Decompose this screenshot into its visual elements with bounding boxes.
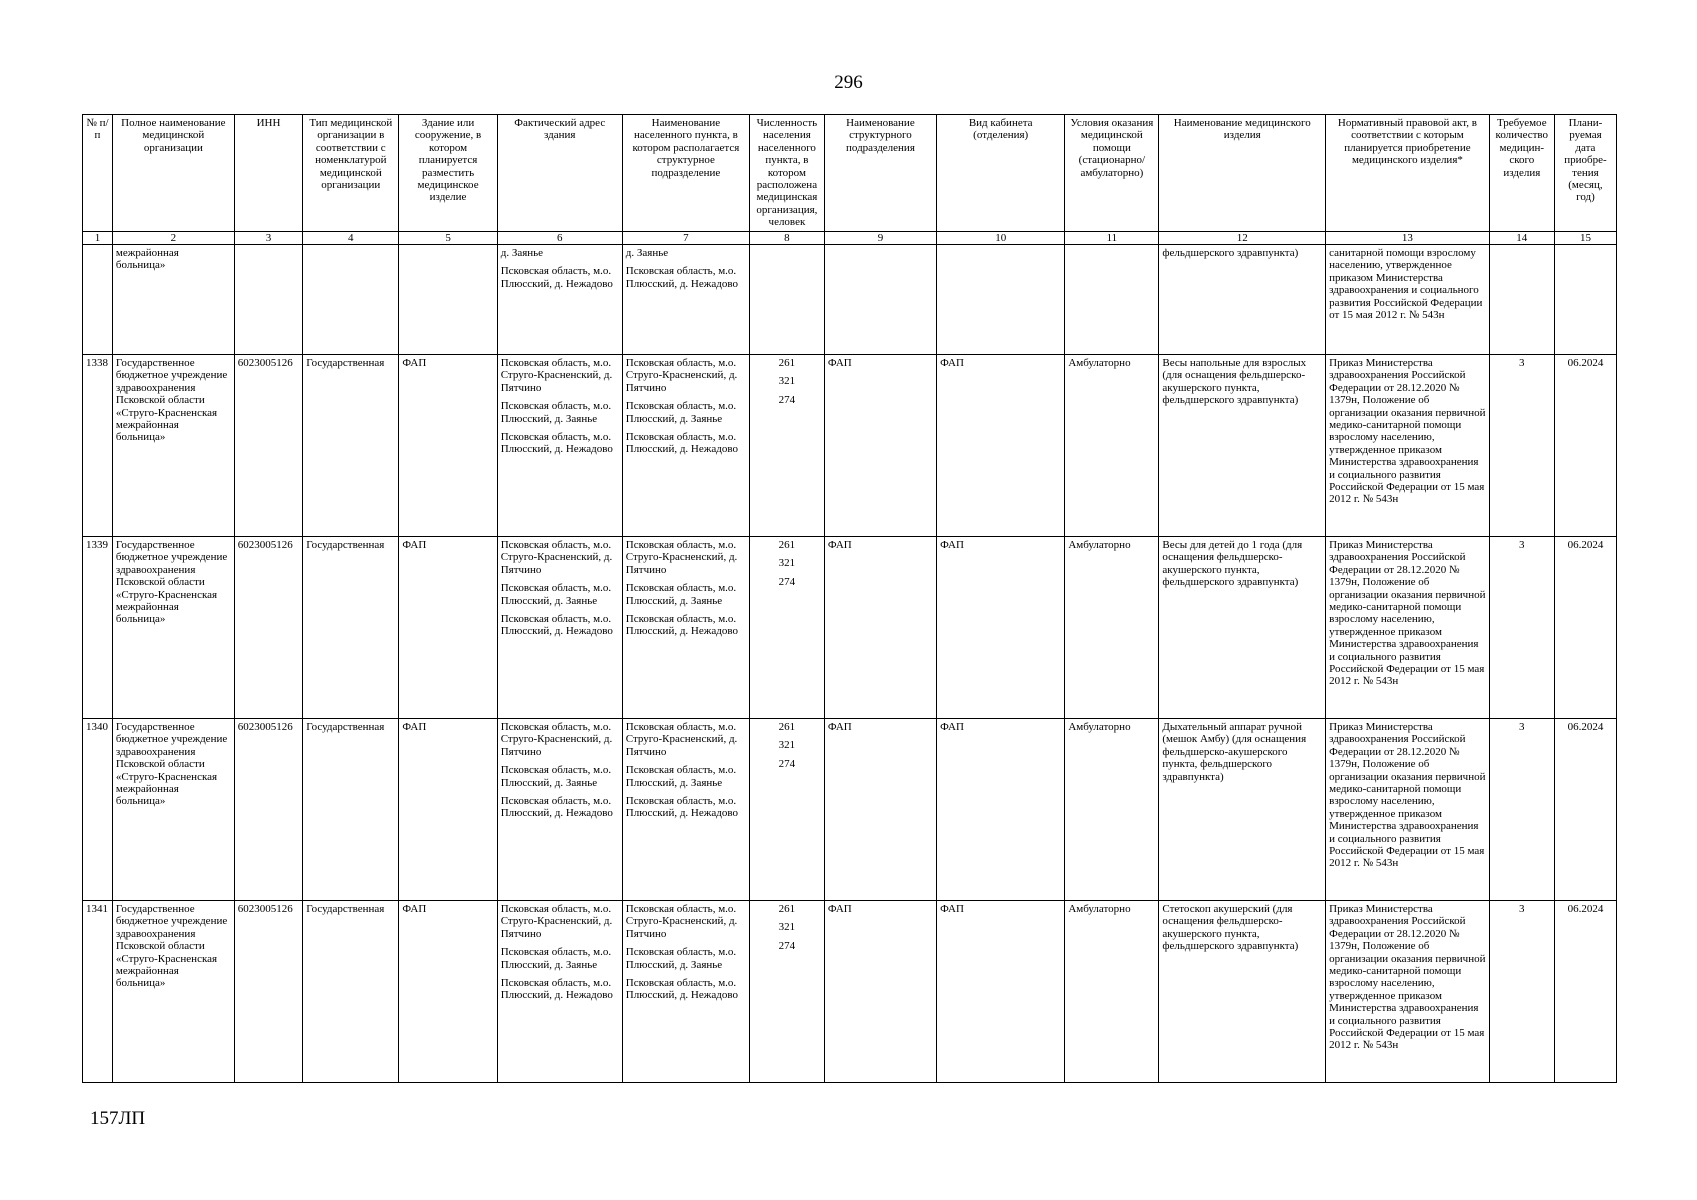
header-cell: Наименование медицинского изделия: [1159, 115, 1326, 232]
cell-org: Государственное бюджетное учреждение здравоохранения Псковской области «Струго-Красненская межрайонная больница»: [112, 719, 234, 901]
population-value: 261: [778, 903, 796, 915]
cell-inn: [234, 245, 302, 355]
header-cell: Тип медицинской организации в соответствии с номенклатурой медицинской организации: [303, 115, 399, 232]
column-number: 7: [622, 232, 749, 245]
cell-device: Весы для детей до 1 года (для оснащения фельдшерско-акушерского пункта, фельдшерского здравпункта): [1159, 537, 1326, 719]
cell-conditions: Амбулаторно: [1065, 355, 1159, 537]
settlement-line: Псковская область, м.о. Плюсский, д. Нежадово: [625, 977, 738, 1002]
cell-type: Государственная: [303, 901, 399, 1083]
address-line: Псковская область, м.о. Плюсский, д. Заянье: [500, 400, 612, 425]
column-number-row: [83, 232, 1617, 245]
column-number: 8: [750, 232, 825, 245]
settlement-line: Псковская область, м.о. Струго-Красненский, д. Пятчино: [625, 903, 738, 940]
cell-settlement: [622, 537, 749, 719]
address-line: Псковская область, м.о. Струго-Красненский, д. Пятчино: [500, 903, 613, 940]
settlement-line: Псковская область, м.о. Плюсский, д. Заянье: [625, 582, 737, 607]
cell-address: [497, 355, 622, 537]
header-cell: Условия оказания медицинской помощи (стационарно/ амбулаторно): [1065, 115, 1159, 232]
cell-settlement: [622, 719, 749, 901]
table-row: [83, 355, 1617, 537]
table-row: [83, 901, 1617, 1083]
settlement-line: Псковская область, м.о. Плюсский, д. Заянье: [625, 764, 737, 789]
population-value: 321: [778, 557, 796, 570]
cell-qty: 3: [1489, 537, 1554, 719]
settlement-line: Псковская область, м.о. Плюсский, д. Нежадово: [625, 431, 738, 456]
header-cell: Фактический адрес здания: [497, 115, 622, 232]
settlement-line: Псковская область, м.о. Плюсский, д. Нежадово: [625, 795, 738, 820]
address-line: Псковская область, м.о. Плюсский, д. Нежадово: [500, 265, 613, 290]
cell-unit: ФАП: [824, 355, 936, 537]
cell-date: 06.2024: [1554, 901, 1616, 1083]
footer-code: 157ЛП: [90, 1108, 146, 1129]
settlement-line: Псковская область, м.о. Плюсский, д. Заянье: [625, 946, 737, 971]
population-value: 261: [778, 357, 796, 369]
column-number: 12: [1159, 232, 1326, 245]
cell-address: [497, 719, 622, 901]
address-line: Псковская область, м.о. Струго-Красненский, д. Пятчино: [500, 357, 613, 394]
header-cell: Полное наименование медицинской организации: [112, 115, 234, 232]
cell-num: 1338: [83, 355, 113, 537]
cell-act: Приказ Министерства здравоохранения Российской Федерации от 28.12.2020 № 1379н, Положение об организации оказания первичной медико-санитарной помощи взрослому населению, утвержденное приказом Министерства здравоохранения и социального развития Российской Федерации от 15 мая 2012 г. № 543н: [1326, 537, 1490, 719]
settlement-line: д. Заянье: [625, 247, 669, 259]
address-line: Псковская область, м.о. Струго-Красненский, д. Пятчино: [500, 721, 613, 758]
header-cell: Плани-руемая дата приобре-тения (месяц, год): [1554, 115, 1616, 232]
cell-address: [497, 537, 622, 719]
cell-unit: ФАП: [824, 901, 936, 1083]
cell-qty: [1489, 245, 1554, 355]
population-value: 321: [778, 375, 796, 388]
population-value: 274: [778, 757, 796, 770]
cell-building: ФАП: [399, 355, 497, 537]
equipment-table: [82, 114, 1617, 1083]
cell-inn: 6023005126: [234, 537, 302, 719]
cell-date: 06.2024: [1554, 355, 1616, 537]
cell-date: 06.2024: [1554, 719, 1616, 901]
column-number: 13: [1326, 232, 1490, 245]
cell-qty: 3: [1489, 355, 1554, 537]
cell-population: [750, 245, 825, 355]
cell-org: Государственное бюджетное учреждение здравоохранения Псковской области «Струго-Красненская межрайонная больница»: [112, 537, 234, 719]
cell-building: ФАП: [399, 719, 497, 901]
column-number: 14: [1489, 232, 1554, 245]
settlement-line: Псковская область, м.о. Плюсский, д. Нежадово: [625, 265, 738, 290]
cell-settlement: [622, 245, 749, 355]
header-cell: Здание или сооружение, в котором планируется разместить медицинское изделие: [399, 115, 497, 232]
cell-settlement: [622, 901, 749, 1083]
column-number: 10: [937, 232, 1065, 245]
cell-population: [750, 719, 825, 901]
cell-cabinet: ФАП: [937, 537, 1065, 719]
cell-building: ФАП: [399, 537, 497, 719]
cell-num: 1340: [83, 719, 113, 901]
address-line: Псковская область, м.о. Плюсский, д. Нежадово: [500, 977, 613, 1002]
column-number: 5: [399, 232, 497, 245]
column-number: 4: [303, 232, 399, 245]
column-number: 1: [83, 232, 113, 245]
cell-inn: 6023005126: [234, 719, 302, 901]
address-line: Псковская область, м.о. Плюсский, д. Нежадово: [500, 613, 613, 638]
cell-date: [1554, 245, 1616, 355]
cell-qty: 3: [1489, 901, 1554, 1083]
cell-population: [750, 537, 825, 719]
address-line: Псковская область, м.о. Плюсский, д. Нежадово: [500, 795, 613, 820]
cell-device: Дыхательный аппарат ручной (мешок Амбу) (для оснащения фельдшерско-акушерского пункта, фельдшерского здравпункта): [1159, 719, 1326, 901]
population-value: 261: [778, 539, 796, 551]
column-number: 11: [1065, 232, 1159, 245]
continuation-row: [83, 245, 1617, 355]
page-number: 296: [834, 72, 863, 93]
population-value: 261: [778, 721, 796, 733]
header-cell: Требуемое количество медицин-ского изделия: [1489, 115, 1554, 232]
cell-cabinet: ФАП: [937, 719, 1065, 901]
settlement-line: Псковская область, м.о. Плюсский, д. Заянье: [625, 400, 737, 425]
cell-type: Государственная: [303, 537, 399, 719]
cell-unit: [824, 245, 936, 355]
address-line: Псковская область, м.о. Плюсский, д. Заянье: [500, 582, 612, 607]
cell-building: [399, 245, 497, 355]
settlement-line: Псковская область, м.о. Струго-Красненский, д. Пятчино: [625, 357, 738, 394]
cell-num: [83, 245, 113, 355]
cell-unit: ФАП: [824, 537, 936, 719]
cell-cabinet: ФАП: [937, 355, 1065, 537]
header-cell: ИНН: [234, 115, 302, 232]
column-number: 15: [1554, 232, 1616, 245]
header-cell: Численность населения населенного пункта, в котором расположена медицинская организация, человек: [750, 115, 825, 232]
cell-inn: 6023005126: [234, 901, 302, 1083]
cell-type: Государственная: [303, 719, 399, 901]
cell-cabinet: ФАП: [937, 901, 1065, 1083]
table-row: [83, 537, 1617, 719]
column-number: 2: [112, 232, 234, 245]
column-number: 6: [497, 232, 622, 245]
cell-conditions: Амбулаторно: [1065, 537, 1159, 719]
cell-population: [750, 901, 825, 1083]
address-line: Псковская область, м.о. Струго-Красненский, д. Пятчино: [500, 539, 613, 576]
column-number: 3: [234, 232, 302, 245]
column-number: 9: [824, 232, 936, 245]
settlement-line: Псковская область, м.о. Струго-Красненский, д. Пятчино: [625, 721, 738, 758]
population-value: 321: [778, 739, 796, 752]
cell-type: Государственная: [303, 355, 399, 537]
address-line: Псковская область, м.о. Плюсский, д. Нежадово: [500, 431, 613, 456]
cell-org: Государственное бюджетное учреждение здравоохранения Псковской области «Струго-Красненская межрайонная больница»: [112, 355, 234, 537]
cell-address: [497, 245, 622, 355]
cell-num: 1341: [83, 901, 113, 1083]
cell-org: Государственное бюджетное учреждение здравоохранения Псковской области «Струго-Красненская межрайонная больница»: [112, 901, 234, 1083]
cell-conditions: Амбулаторно: [1065, 719, 1159, 901]
population-value: 274: [778, 939, 796, 952]
cell-conditions: [1065, 245, 1159, 355]
cell-date: 06.2024: [1554, 537, 1616, 719]
table-row: [83, 719, 1617, 901]
header-cell: Нормативный правовой акт, в соответствии с которым планируется приобретение медицинского изделия*: [1326, 115, 1490, 232]
cell-conditions: Амбулаторно: [1065, 901, 1159, 1083]
header-cell: Вид кабинета (отделения): [937, 115, 1065, 232]
cell-act: санитарной помощи взрослому населению, утвержденное приказом Министерства здравоохранения и социального развития Российской Федерации от 15 мая 2012 г. № 543н: [1326, 245, 1490, 355]
cell-qty: 3: [1489, 719, 1554, 901]
population-value: 274: [778, 393, 796, 406]
address-line: д. Заянье: [500, 247, 544, 259]
cell-address: [497, 901, 622, 1083]
cell-unit: ФАП: [824, 719, 936, 901]
cell-population: [750, 355, 825, 537]
address-line: Псковская область, м.о. Плюсский, д. Заянье: [500, 946, 612, 971]
cell-num: 1339: [83, 537, 113, 719]
cell-act: Приказ Министерства здравоохранения Российской Федерации от 28.12.2020 № 1379н, Положение об организации оказания первичной медико-санитарной помощи взрослому населению, утвержденное приказом Министерства здравоохранения и социального развития Российской Федерации от 15 мая 2012 г. № 543н: [1326, 355, 1490, 537]
cell-cabinet: [937, 245, 1065, 355]
settlement-line: Псковская область, м.о. Плюсский, д. Нежадово: [625, 613, 738, 638]
header-cell: Наименование структурного подразделения: [824, 115, 936, 232]
header-cell: № п/п: [83, 115, 113, 232]
population-value: 321: [778, 921, 796, 934]
cell-act: Приказ Министерства здравоохранения Российской Федерации от 28.12.2020 № 1379н, Положение об организации оказания первичной медико-санитарной помощи взрослому населению, утвержденное приказом Министерства здравоохранения и социального развития Российской Федерации от 15 мая 2012 г. № 543н: [1326, 719, 1490, 901]
cell-settlement: [622, 355, 749, 537]
cell-building: ФАП: [399, 901, 497, 1083]
population-value: 274: [778, 575, 796, 588]
settlement-line: Псковская область, м.о. Струго-Красненский, д. Пятчино: [625, 539, 738, 576]
cell-inn: 6023005126: [234, 355, 302, 537]
cell-device: фельдшерского здравпункта): [1159, 245, 1326, 355]
cell-type: [303, 245, 399, 355]
header-row: [83, 115, 1617, 232]
cell-org: межрайонная больница»: [112, 245, 234, 355]
cell-device: Стетоскоп акушерский (для оснащения фельдшерско-акушерского пункта, фельдшерского здравпункта): [1159, 901, 1326, 1083]
cell-act: Приказ Министерства здравоохранения Российской Федерации от 28.12.2020 № 1379н, Положение об организации оказания первичной медико-санитарной помощи взрослому населению, утвержденное приказом Министерства здравоохранения и социального развития Российской Федерации от 15 мая 2012 г. № 543н: [1326, 901, 1490, 1083]
address-line: Псковская область, м.о. Плюсский, д. Заянье: [500, 764, 612, 789]
header-cell: Наименование населенного пункта, в котором располагается структурное подразделение: [622, 115, 749, 232]
cell-device: Весы напольные для взрослых (для оснащения фельдшерско-акушерского пункта, фельдшерского здравпункта): [1159, 355, 1326, 537]
